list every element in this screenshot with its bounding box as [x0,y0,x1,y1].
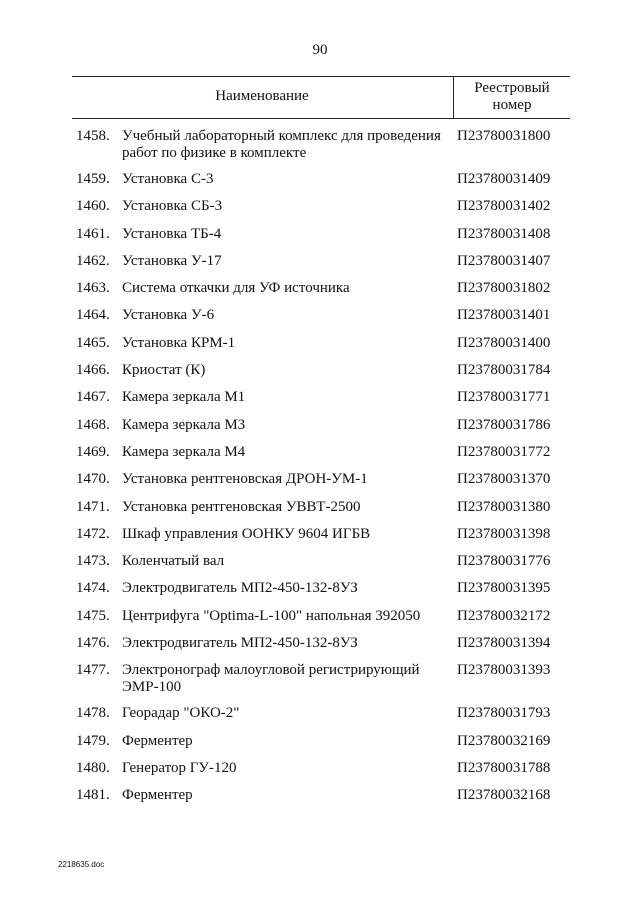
header-column-separator [453,76,454,118]
row-name: Электродвигатель МП2-450-132-8УЗ [122,635,358,652]
row-name: Учебный лабораторный комплекс для проведения работ по физике в комплекте [122,128,441,161]
table-row [0,662,640,705]
table-row [0,417,640,444]
table-row [0,362,640,389]
table-row [0,787,640,814]
table-row [0,635,640,662]
table-row [0,389,640,416]
row-number: 1467. [76,389,110,406]
row-registry-number: П23780031409 [457,171,551,187]
row-registry-number: П23780031802 [457,280,551,297]
row-number: 1471. [76,498,110,515]
row-name: Ферментер [122,787,193,804]
row-registry-number: П23780031393 [457,662,551,679]
row-registry-number: П23780031370 [457,471,551,488]
table-row [0,280,640,307]
row-name: Коленчатый вал [122,553,225,570]
table-row [0,128,640,171]
row-name: Система откачки для УФ источника [122,280,350,297]
table-row [0,444,640,471]
row-registry-number: П23780031793 [457,705,551,722]
table-row [0,608,640,635]
row-number: 1473. [76,553,110,570]
row-registry-number: П23780031408 [457,225,551,242]
table-row [0,526,640,553]
row-name: Камера зеркала М1 [122,389,246,406]
row-name: Установка КРМ-1 [122,334,236,351]
table-row [0,499,640,526]
row-name: Георадар "ОКО-2" [122,705,240,722]
table-row [0,307,640,334]
row-name: Установка рентгеновская УВВТ-2500 [122,498,361,515]
row-registry-number: П23780031394 [457,635,551,652]
row-number: 1469. [76,443,110,460]
row-number: 1462. [76,252,110,269]
row-name: Центрифуга "Optima-L-100" напольная 392050 [122,607,421,624]
column-header-registry-line2: номер [492,97,532,113]
row-number: 1477. [76,662,110,679]
row-number: 1479. [76,732,110,749]
row-name: Камера зеркала М3 [122,416,246,433]
row-number: 1466. [76,362,110,379]
row-name: Криостат (К) [122,362,206,379]
document-filename: 2218635.doc [58,860,105,869]
row-registry-number: П23780031402 [457,198,551,215]
row-registry-number: П23780031398 [457,525,551,542]
column-header-registry-line1: Реестровый [474,80,550,96]
table-body [0,128,640,815]
page-number: 90 [312,42,328,58]
table-header-rule [72,118,570,119]
row-registry-number: П23780031380 [457,498,551,515]
row-number: 1481. [76,787,110,804]
row-registry-number: П23780031800 [457,128,551,144]
row-number: 1461. [76,225,110,242]
row-name: Камера зеркала М4 [122,443,246,460]
row-name: Ферментер [122,732,193,749]
row-registry-number: П23780031400 [457,334,551,351]
row-name: Электродвигатель МП2-450-132-8УЗ [122,580,358,597]
row-name: Установка ТБ-4 [122,225,222,242]
row-number: 1472. [76,525,110,542]
table-row [0,471,640,498]
row-number: 1474. [76,580,110,597]
row-number: 1478. [76,705,110,722]
row-registry-number: П23780031407 [457,252,551,269]
row-name: Установка У-6 [122,307,215,324]
column-header-registry-number [456,80,568,114]
row-registry-number: П23780031395 [457,580,551,597]
row-registry-number: П23780031786 [457,416,551,433]
table-row [0,760,640,787]
row-number: 1476. [76,635,110,652]
row-registry-number: П23780031784 [457,362,551,379]
table-row [0,553,640,580]
row-number: 1470. [76,471,110,488]
row-number: 1475. [76,607,110,624]
row-name: Генератор ГУ-120 [122,759,237,776]
table-row [0,335,640,362]
row-number: 1460. [76,198,110,215]
row-name: Установка СБ-3 [122,198,223,215]
table-row [0,226,640,253]
row-name: Электронограф малоугловой регистрирующий ЭМР-100 [122,662,420,696]
row-name: Установка рентгеновская ДРОН-УМ-1 [122,471,368,488]
table-row [0,580,640,607]
row-number: 1458. [76,128,110,144]
row-registry-number: П23780031776 [457,553,551,570]
row-registry-number: П23780031772 [457,443,551,460]
row-number: 1465. [76,334,110,351]
row-registry-number: П23780032168 [457,787,551,804]
table-row [0,198,640,225]
row-number: 1480. [76,759,110,776]
row-number: 1464. [76,307,110,324]
row-name: Шкаф управления ООНКУ 9604 ИГБВ [122,525,371,542]
row-number: 1463. [76,280,110,297]
table-row [0,171,640,198]
row-registry-number: П23780031401 [457,307,551,324]
row-registry-number: П23780031788 [457,759,551,776]
column-header-name: Наименование [215,88,309,104]
row-number: 1459. [76,171,110,187]
row-name: Установка С-3 [122,171,214,187]
row-number: 1468. [76,416,110,433]
row-registry-number: П23780032172 [457,607,551,624]
table-row [0,253,640,280]
row-name: Установка У-17 [122,252,222,269]
table-row [0,733,640,760]
row-registry-number: П23780032169 [457,732,551,749]
table-top-rule [72,76,570,77]
table-row [0,705,640,732]
row-registry-number: П23780031771 [457,389,551,406]
